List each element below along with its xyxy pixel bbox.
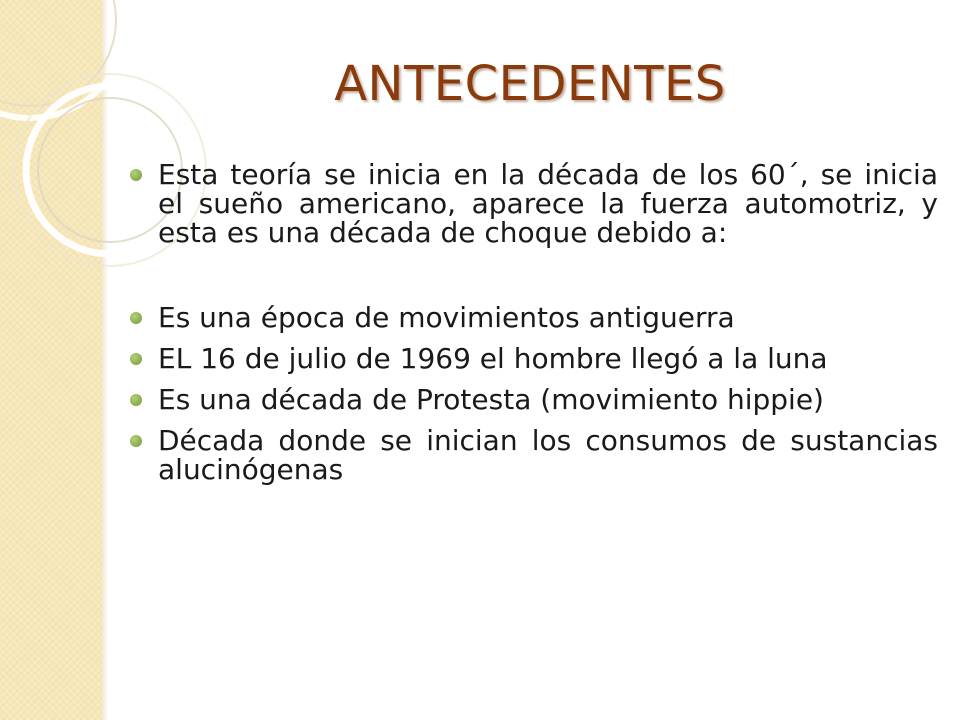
bullet-list bbox=[130, 160, 938, 496]
bullet-dot-icon bbox=[130, 169, 142, 181]
bullet-dot-icon bbox=[130, 353, 142, 365]
bullet-dot-icon bbox=[130, 394, 142, 406]
bullet-text: Década donde se inician los consumos de sustancias alucinógenas bbox=[158, 424, 938, 486]
bullet-item bbox=[130, 160, 938, 247]
bullet-text: EL 16 de julio de 1969 el hombre llegó a la luna bbox=[158, 342, 828, 375]
bullet-text: Es una década de Protesta (movimiento hippie) bbox=[158, 383, 824, 416]
bullet-item bbox=[130, 344, 938, 373]
bullet-item bbox=[130, 385, 938, 414]
bullet-text: Esta teoría se inicia en la década de los 60´, se inicia el sueño americano, aparece la fuerza automotriz, y esta es una década de choque debido a: bbox=[158, 158, 938, 249]
bullet-item bbox=[130, 303, 938, 332]
bullet-dot-icon bbox=[130, 312, 142, 324]
bullet-text: Es una época de movimientos antiguerra bbox=[158, 301, 735, 334]
bullet-dot-icon bbox=[130, 435, 142, 447]
bullet-item bbox=[130, 426, 938, 484]
slide-title: ANTECEDENTES bbox=[334, 56, 726, 112]
